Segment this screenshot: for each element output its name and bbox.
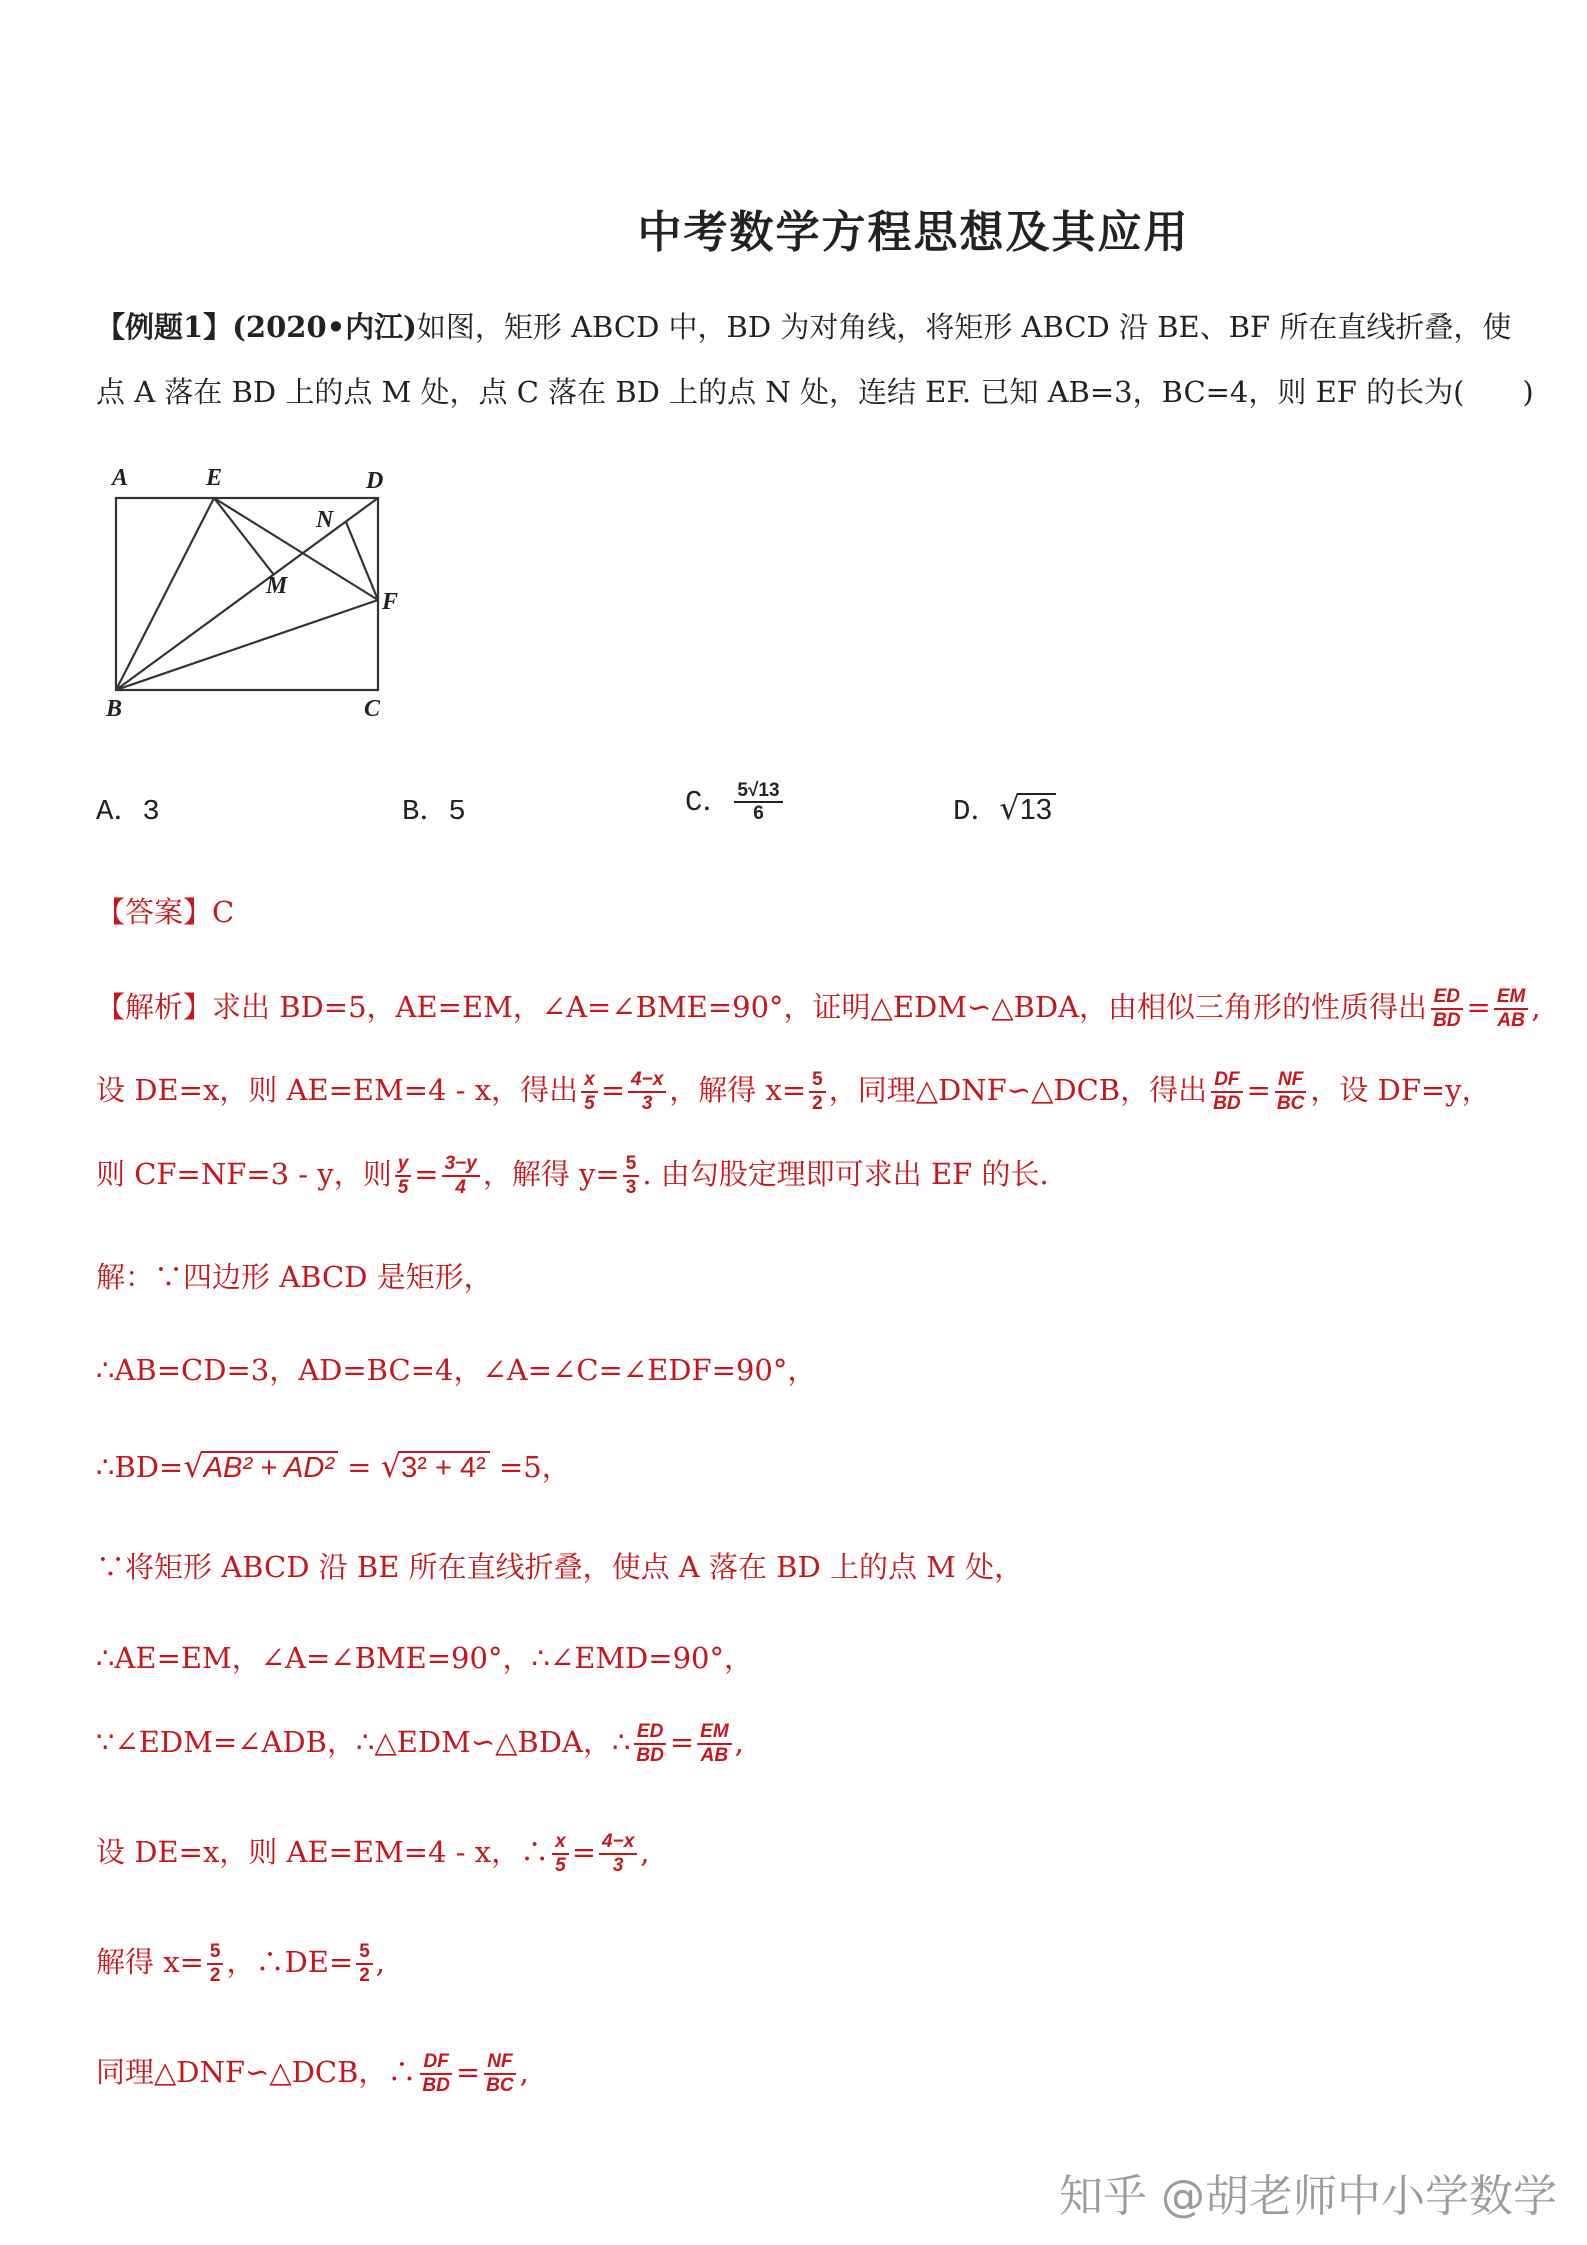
fraction-em-ab bbox=[1494, 986, 1529, 1032]
solution-text-7a: 设 DE=x，则 AE=EM=4 - x，∴ bbox=[96, 1835, 550, 1869]
fraction-df-bd-2 bbox=[419, 2051, 452, 2097]
solution-line-1: 解：∵四边形 ABCD 是矩形， bbox=[96, 1260, 493, 1294]
segment-bd bbox=[116, 498, 378, 690]
solution-line-3: ∴BD=√AB² + AD² = √3² + 4² =5， bbox=[96, 1447, 571, 1485]
frac-den: BD bbox=[636, 1745, 664, 1766]
frac-den: 3 bbox=[612, 1855, 624, 1876]
solution-line-9: 同理△DNF∽△DCB，∴ $\frac{DF}{BD}$ = $\frac{NF}{BC}$ , bbox=[96, 2051, 529, 2096]
analysis-text-2d: ，设 DF=y， bbox=[1310, 1073, 1491, 1107]
analysis-line-3: 则 CF=NF=3 - y，则 $\frac{y}{5}$ = $\frac{3-y}{4}$ ，解得 y= $\frac{5}{3}$ . 由勾股定理即可求出 EF 的长. bbox=[96, 1153, 1049, 1198]
label-c: C bbox=[364, 696, 381, 722]
frac-num: 5 bbox=[207, 1941, 224, 1965]
option-c bbox=[685, 778, 786, 825]
fraction-5-2-a bbox=[207, 1941, 224, 1987]
frac-den: BC bbox=[1276, 1093, 1305, 1114]
solution-text-8a: 解得 x= bbox=[96, 1945, 204, 1979]
frac-den: BD bbox=[422, 2075, 450, 2096]
option-d bbox=[953, 787, 1056, 828]
frac-num: EM bbox=[697, 1721, 732, 1745]
fraction-nf-bc-2 bbox=[483, 2051, 516, 2097]
frac-den: 5 bbox=[397, 1177, 409, 1198]
option-c-fraction bbox=[734, 780, 782, 826]
question-source: (2020•内江) bbox=[232, 310, 417, 344]
frac-den: AB bbox=[1497, 1010, 1525, 1031]
segment-nf bbox=[346, 522, 378, 600]
option-d-radicand: 13 bbox=[1018, 793, 1056, 827]
answer-value: C bbox=[212, 895, 235, 929]
fraction-5-2 bbox=[809, 1069, 826, 1115]
watermark: 知乎 @胡老师中小学数学 bbox=[1059, 2171, 1557, 2222]
analysis-text-2c: ，同理△DNF∽△DCB，得出 bbox=[828, 1073, 1208, 1107]
frac-den: 3 bbox=[625, 1177, 637, 1198]
solution-line-6: ∵∠EDM=∠ADB，∴△EDM∽△BDA，∴ $\frac{ED}{BD}$ = $\frac{EM}{AB}$ , bbox=[96, 1721, 744, 1766]
solution-text-8b: ，∴DE= bbox=[226, 1945, 354, 1979]
segment-ef bbox=[214, 498, 378, 600]
solution-line-2: ∴AB=CD=3，AD=BC=4，∠A=∠C=∠EDF=90°， bbox=[96, 1353, 817, 1387]
label-n: N bbox=[316, 507, 334, 533]
analysis-line-2: 设 DE=x，则 AE=EM=4 - x，得出 $\frac{x}{5}$ = $\frac{4-x}{3}$ ，解得 x= $\frac{5}{2}$ ，同理△DNF∽△DCB，得出 $\frac{DF}{BD}$ = $\frac{NF}{BC}$ ，设 DF=y， bbox=[96, 1069, 1491, 1114]
fraction-5-2-b bbox=[356, 1941, 373, 1987]
answer-line bbox=[96, 890, 234, 931]
label-e: E bbox=[206, 465, 223, 491]
answer-label: 【答案】 bbox=[96, 895, 213, 929]
fraction-em-ab-2 bbox=[697, 1721, 732, 1767]
frac-num: ED bbox=[634, 1721, 666, 1745]
option-a: A．3 bbox=[96, 795, 160, 828]
frac-num: ED bbox=[1431, 986, 1463, 1010]
page-title: 中考数学方程思想及其应用 bbox=[637, 207, 1190, 258]
frac-num: 4−x bbox=[628, 1069, 666, 1093]
frac-num: DF bbox=[1211, 1069, 1242, 1093]
radicand-3-4: 3² + 4² bbox=[399, 1451, 490, 1485]
fraction-df-bd bbox=[1210, 1069, 1243, 1115]
frac-num: 4−x bbox=[599, 1831, 637, 1855]
frac-num: x bbox=[581, 1069, 598, 1093]
radicand-ab-ad: AB² + AD² bbox=[202, 1451, 338, 1485]
solution-line-8: 解得 x= $\frac{5}{2}$ ，∴DE= $\frac{5}{2}$ , bbox=[96, 1941, 385, 1986]
frac-num: 3−y bbox=[442, 1153, 480, 1177]
frac-den: 2 bbox=[359, 1965, 370, 1986]
frac-num: x bbox=[552, 1831, 569, 1855]
frac-num: DF bbox=[420, 2051, 451, 2075]
question-text-1: 如图，矩形 ABCD 中，BD 为对角线，将矩形 ABCD 沿 BE、BF 所在直线折叠，使 bbox=[416, 310, 1512, 344]
segment-em bbox=[214, 498, 274, 575]
frac-den: AB bbox=[700, 1745, 729, 1766]
label-f: F bbox=[382, 589, 399, 615]
label-d: D bbox=[366, 468, 384, 494]
solution-text-9a: 同理△DNF∽△DCB，∴ bbox=[96, 2055, 417, 2089]
label-m: M bbox=[266, 573, 288, 599]
fraction-4-x-3 bbox=[628, 1069, 666, 1115]
solution-line-7: 设 DE=x，则 AE=EM=4 - x，∴ $\frac{x}{5}$ = $\frac{4-x}{3}$ , bbox=[96, 1831, 650, 1876]
frac-den: 2 bbox=[812, 1093, 823, 1114]
frac-den: BD bbox=[1433, 1010, 1461, 1031]
question-text-2: 点 A 落在 BD 上的点 M 处，点 C 落在 BD 上的点 N 处，连结 EF. 已知 AB=3，BC=4，则 EF 的长为( ) bbox=[96, 375, 1534, 409]
frac-num: NF bbox=[484, 2051, 515, 2075]
fraction-nf-bc bbox=[1274, 1069, 1307, 1115]
fraction-x-5-2 bbox=[552, 1831, 569, 1877]
radical-icon: √ bbox=[183, 1447, 204, 1485]
frac-num: y bbox=[395, 1153, 412, 1177]
fraction-y-5 bbox=[395, 1153, 412, 1199]
question-line-2 bbox=[96, 370, 1534, 411]
analysis-line-1: 【解析】求出 BD=5，AE=EM，∠A=∠BME=90°，证明△EDM∽△BDA，由相似三角形的性质得出 $\frac{ED}{BD}$ = $\frac{EM}{AB}$ , bbox=[96, 986, 1541, 1031]
fraction-5-3 bbox=[623, 1153, 640, 1199]
solution-line-4: ∵将矩形 ABCD 沿 BE 所在直线折叠，使点 A 落在 BD 上的点 M 处， bbox=[96, 1550, 1024, 1584]
radical-icon: √ bbox=[380, 1447, 402, 1485]
solution-line-5: ∴AE=EM，∠A=∠BME=90°，∴∠EMD=90°， bbox=[96, 1641, 754, 1675]
analysis-text-2a: 设 DE=x，则 AE=EM=4 - x，得出 bbox=[96, 1073, 579, 1107]
label-b: B bbox=[106, 696, 123, 722]
frac-num: 5 bbox=[356, 1941, 373, 1965]
fraction-ed-bd-2 bbox=[633, 1721, 666, 1767]
frac-den: 5 bbox=[584, 1093, 595, 1114]
analysis-text-1: 求出 BD=5，AE=EM，∠A=∠BME=90°，证明△EDM∽△BDA，由相似三角形的性质得出 bbox=[212, 990, 1428, 1024]
analysis-text-3b: ，解得 y= bbox=[482, 1157, 620, 1191]
frac-den: BC bbox=[486, 2075, 514, 2096]
fraction-ed-bd bbox=[1430, 986, 1463, 1032]
fraction-3-y-4 bbox=[442, 1153, 480, 1199]
frac-num: 5 bbox=[809, 1069, 826, 1093]
option-b: B．5 bbox=[402, 795, 466, 828]
frac-den: 4 bbox=[455, 1177, 466, 1198]
solution-text-6a: ∵∠EDM=∠ADB，∴△EDM∽△BDA，∴ bbox=[96, 1725, 631, 1759]
option-c-numerator: 5√13 bbox=[734, 780, 782, 804]
frac-den: 5 bbox=[555, 1855, 566, 1876]
analysis-text-3c: . 由勾股定理即可求出 EF 的长. bbox=[642, 1157, 1049, 1191]
frac-num: 5 bbox=[623, 1153, 640, 1177]
label-a: A bbox=[112, 465, 129, 491]
frac-den: 3 bbox=[641, 1093, 653, 1114]
analysis-text-2b: ，解得 x= bbox=[669, 1073, 807, 1107]
fraction-x-5 bbox=[581, 1069, 598, 1115]
question-tag: 【例题1】 bbox=[96, 310, 233, 344]
frac-num: NF bbox=[1275, 1069, 1306, 1093]
fraction-4-x-3-2 bbox=[599, 1831, 637, 1877]
analysis-label: 【解析】 bbox=[96, 990, 213, 1024]
frac-num: EM bbox=[1494, 986, 1529, 1010]
frac-den: 2 bbox=[209, 1965, 221, 1986]
solution-text-3a: ∴BD= bbox=[96, 1450, 184, 1484]
solution-text-3b: =5， bbox=[498, 1450, 571, 1484]
option-c-prefix: C． bbox=[685, 786, 732, 819]
option-c-denominator: 6 bbox=[753, 803, 764, 825]
analysis-text-3a: 则 CF=NF=3 - y，则 bbox=[96, 1157, 392, 1191]
radical-icon: √ bbox=[999, 789, 1020, 827]
geometry-figure bbox=[96, 455, 426, 730]
option-d-prefix: D． bbox=[953, 795, 1000, 828]
question-line-1 bbox=[96, 305, 1511, 346]
frac-den: BD bbox=[1213, 1093, 1241, 1114]
